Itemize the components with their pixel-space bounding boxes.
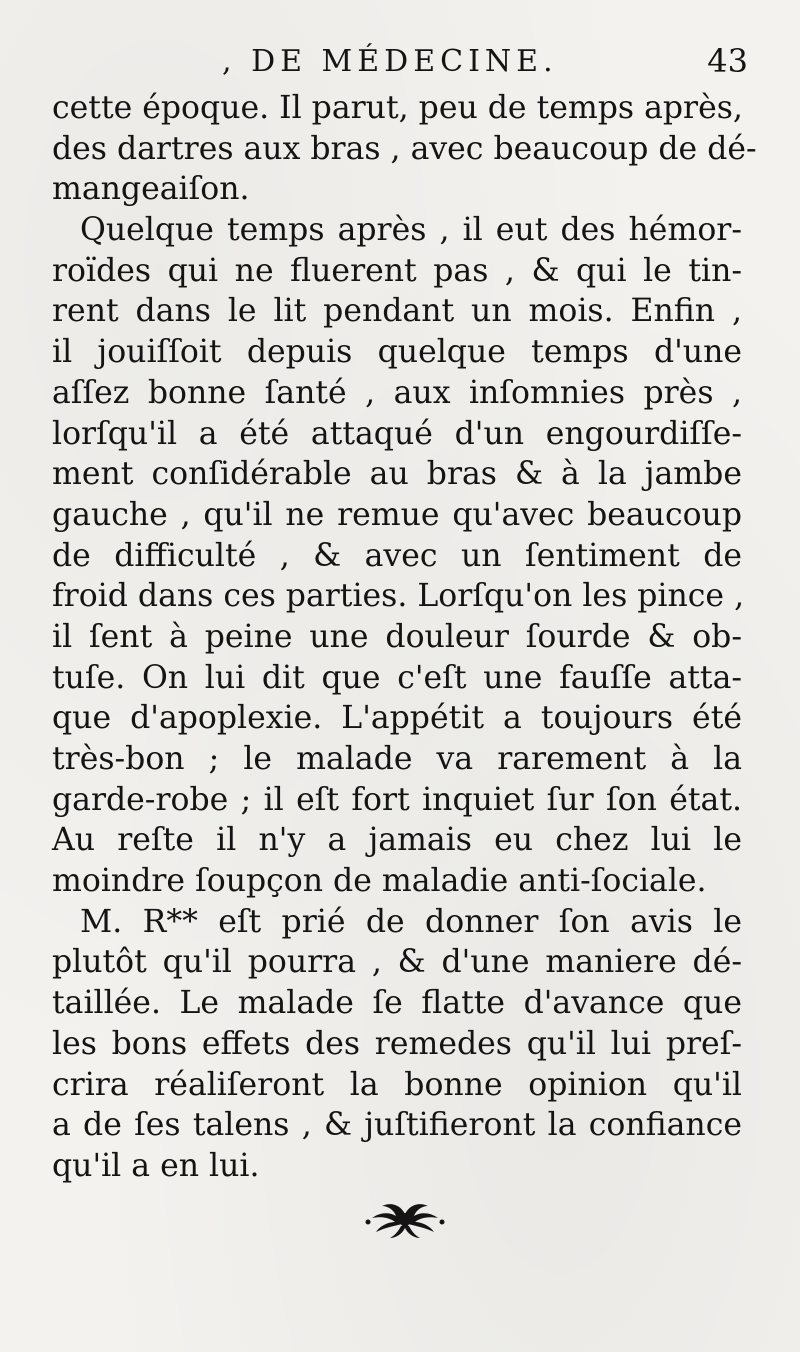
body-text [52,88,757,1187]
text-line: gauche , qu'il ne remue qu'avec beaucoup [52,496,742,533]
text-line: M. R** eſt prié de donner ſon avis le [80,903,742,940]
text-line: très-bon ; le malade va rarement à la [52,741,742,777]
text-line: aſſez bonne ſanté , aux inſomnies près , [52,374,742,411]
text-line: crira réaliſeront la bonne opinion qu'il [52,1066,742,1103]
text-line: Quelque temps après , il eut des hémor- [80,212,742,249]
running-title: , DE MÉDECINE. [222,44,558,79]
text-line: des dartres aux bras , avec beaucoup de dé- [52,130,757,167]
text-line: lorſqu'il a été attaqué d'un engourdiſſe- [52,415,742,452]
text-line: roïdes qui ne fluerent pas , & qui le tin- [52,252,742,289]
text-line: rent dans le lit pendant un mois. Enfin , [52,293,742,330]
text-line: de difficulté , & avec un ſentiment de [52,537,742,574]
printers-ornament-icon [360,1194,450,1244]
text-line: tuſe. On lui dit que c'eſt une fauſſe atta- [52,659,742,696]
text-line: il ſent à peine une douleur ſourde & ob- [52,618,742,655]
text-line: garde-robe ; il eſt fort inquiet ſur ſon état. [52,781,742,818]
text-line: les bons effets des remedes qu'il lui preſ- [52,1025,742,1062]
text-line: a de ſes talens , & juſtifieront la confiance [52,1107,742,1144]
text-line: taillée. Le malade ſe flatte d'avance que [52,985,742,1022]
text-line: que d'apoplexie. L'appétit a toujours été [52,700,742,737]
text-line: il jouiſſoit depuis quelque temps d'une [52,334,742,371]
text-line: moindre ſoupçon de maladie anti-ſociale. [52,863,707,900]
text-line: qu'il a en lui. [52,1147,260,1184]
text-line: ment conſidérable au bras & à la jambe [52,456,742,493]
page-number: 43 [707,42,748,80]
text-line: plutôt qu'il pourra , & d'une maniere dé- [52,944,742,981]
text-line: froid dans ces parties. Lorſqu'on les pince , [52,578,745,615]
text-line: cette époque. Il parut, peu de temps après, [52,90,743,126]
text-line: Au reſte il n'y a jamais eu chez lui le [52,822,742,859]
running-head [52,44,752,94]
text-line: mangeaiſon. [52,171,250,208]
